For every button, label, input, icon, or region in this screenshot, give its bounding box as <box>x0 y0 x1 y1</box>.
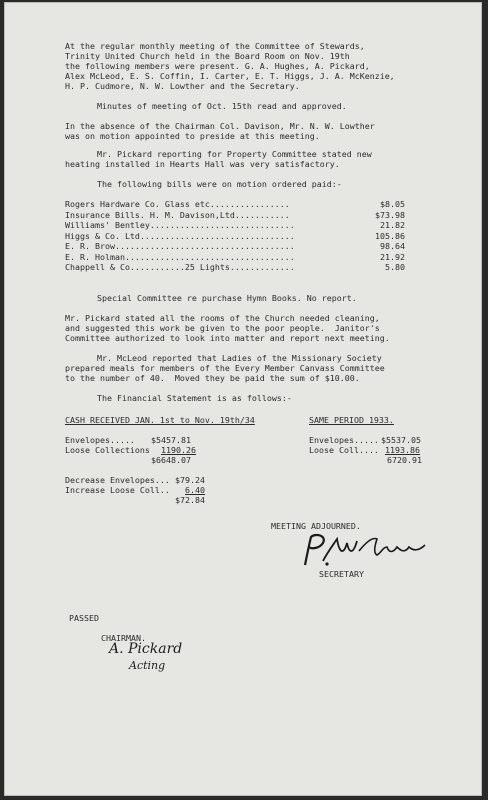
minutes-page <box>4 2 482 796</box>
bill-amount: $73.98 <box>375 209 405 220</box>
same-period-heading: SAME PERIOD 1933. <box>309 415 394 425</box>
bills-intro: The following bills were on motion ordered paid:- <box>97 179 342 189</box>
bill-amount: $8.05 <box>380 199 405 209</box>
bill-amount: 105.86 <box>375 230 405 241</box>
hymn-books-report: Special Committee re purchase Hymn Books. No report. <box>97 293 357 303</box>
fin-amount: 1190.26 <box>161 445 196 455</box>
cash-received-heading: CASH RECEIVED JAN. 1st to Nov. 19th/34 <box>65 415 255 425</box>
fin-amount: $5457.81 <box>151 435 191 445</box>
meeting-adjourned: MEETING ADJOURNED. <box>271 521 361 531</box>
chairman-acting-note: Acting <box>129 659 166 672</box>
list-item <box>65 252 405 263</box>
bill-name: Insurance Bills. H. M. Davison,Ltd........... <box>65 209 290 220</box>
list-item <box>65 210 405 221</box>
fin-total: $72.84 <box>175 495 205 505</box>
ladies-line: Mr. McLeod reported that Ladies of the Missionary Society <box>97 353 382 363</box>
fin-amount: $5537.05 <box>381 435 421 445</box>
fin-amount: 6.40 <box>185 485 205 495</box>
minutes-approved: Minutes of meeting of Oct. 15th read and approved. <box>97 101 347 111</box>
bill-name: Williams' Bentley............................. <box>65 220 295 230</box>
bill-name: E. R. Holman.................................. <box>65 251 295 262</box>
bill-name: Higgs & Co. Ltd............................... <box>65 230 295 241</box>
fin-amount: 1193.86 <box>385 445 420 455</box>
fin-label: Loose Collections <box>65 445 150 455</box>
ladies-line: to the number of 40. Moved they be paid the sum of $10.00. <box>65 373 360 383</box>
list-item <box>65 241 405 252</box>
list-item <box>65 231 405 242</box>
fin-label: Loose Coll.... <box>309 445 379 455</box>
fin-label: Envelopes..... <box>65 435 135 445</box>
bills-list <box>65 199 405 279</box>
intro-line: the following members were present. G. A. Hughes, A. Pickard, <box>65 61 370 71</box>
absence-line: In the absence of the Chairman Col. Davison, Mr. N. W. Lowther <box>65 121 375 131</box>
bill-amount: 21.82 <box>380 220 405 230</box>
intro-line: Trinity United Church held in the Board Room on Nov. 19th <box>65 51 350 61</box>
intro-line: Alex McLeod, E. S. Coffin, I. Carter, E. T. Higgs, J. A. McKenzie, <box>65 71 395 81</box>
intro-line: H. P. Cudmore, N. W. Lowther and the Secretary. <box>65 81 300 91</box>
cleaning-line: Mr. Pickard stated all the rooms of the Church needed cleaning, <box>65 313 380 323</box>
fin-total: 6720.91 <box>387 455 422 465</box>
fin-label: Increase Loose Coll.. <box>65 485 170 495</box>
fin-label: Decrease Envelopes... <box>65 475 170 485</box>
bill-amount: 5.80 <box>385 262 405 272</box>
list-item <box>65 199 405 210</box>
financial-intro: The Financial Statement is as follows:- <box>97 393 292 403</box>
chairman-signature: A. Pickard <box>109 641 183 657</box>
fin-total: $6648.07 <box>151 455 191 465</box>
signature-scribble-icon <box>297 531 447 571</box>
bill-name: Chappell & Co...........25 Lights............. <box>65 262 295 272</box>
property-line: Mr. Pickard reporting for Property Committee stated new <box>97 149 372 159</box>
chairman-label: CHAIRMAN. <box>101 633 146 643</box>
cleaning-line: Committee authorized to look into matter and report next meeting. <box>65 333 390 343</box>
intro-line: At the regular monthly meeting of the Committee of Stewards, <box>65 41 365 51</box>
bill-name: Rogers Hardware Co. Glass etc................ <box>65 199 290 209</box>
secretary-label: SECRETARY <box>319 569 364 579</box>
bill-amount: 98.64 <box>380 241 405 251</box>
list-item <box>65 220 405 231</box>
passed-label: PASSED <box>69 613 99 623</box>
bill-name: E. R. Brow.................................... <box>65 241 295 251</box>
cleaning-line: and suggested this work be given to the poor people. Janitor's <box>65 323 380 333</box>
list-item <box>65 262 405 273</box>
secretary-signature <box>297 531 447 571</box>
fin-amount: $79.24 <box>175 475 205 485</box>
fin-label: Envelopes..... <box>309 435 379 445</box>
bill-amount: 21.92 <box>380 251 405 262</box>
ladies-line: prepared meals for members of the Every Member Canvass Committee <box>65 363 385 373</box>
property-line: heating installed in Hearts Hall was very satisfactory. <box>65 159 340 169</box>
absence-line: was on motion appointed to preside at this meeting. <box>65 131 320 141</box>
